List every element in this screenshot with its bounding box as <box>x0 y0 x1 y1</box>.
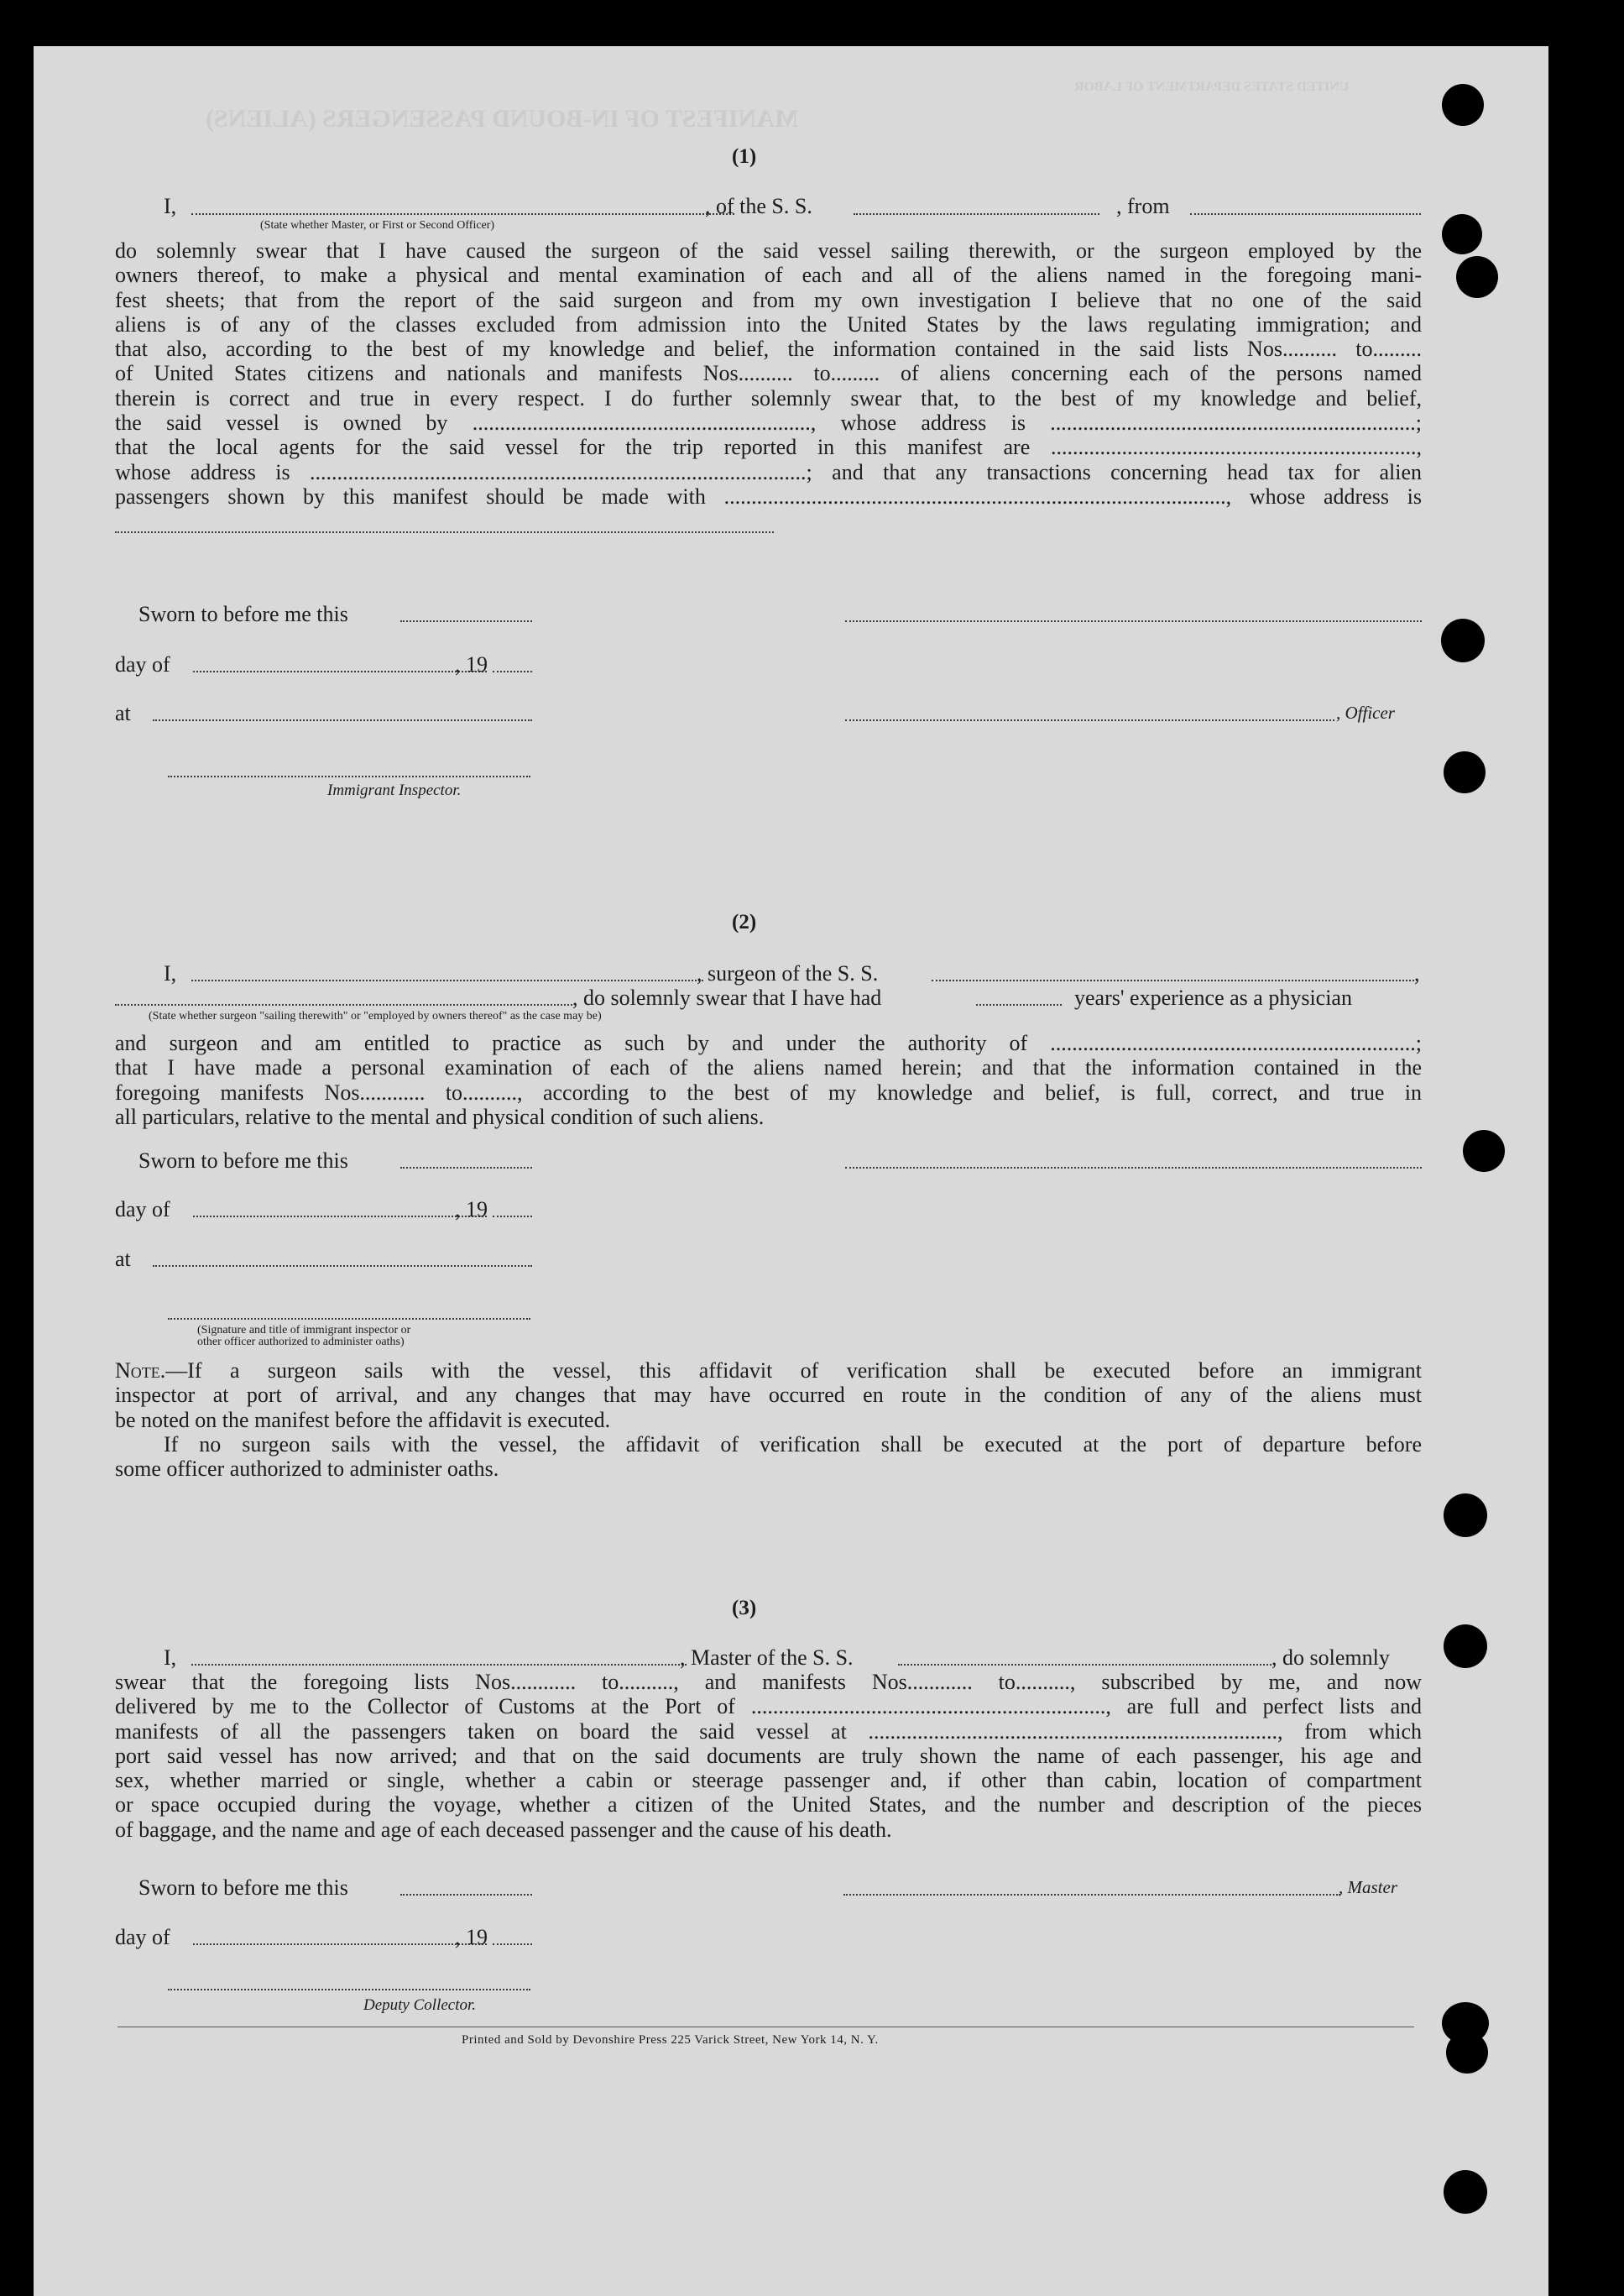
s2-note-line: If no surgeon sails with the vessel, the affidavit of verification shall be executed at the port of departure before <box>164 1431 1422 1457</box>
punch-hole <box>1444 2170 1487 2214</box>
s1-line1-ss: , of the S. S. <box>705 194 812 218</box>
punch-hole <box>1442 84 1484 126</box>
s3-body <box>115 1670 1422 1842</box>
s1-inspector: Immigrant Inspector. <box>327 782 462 799</box>
s1-officer-note: (State whether Master, or First or Second Officer) <box>260 219 495 232</box>
s2-body-line: and surgeon and am entitled to practice as such by and under the authority of ...................................................................; <box>115 1031 1422 1055</box>
s2-status-blank[interactable] <box>115 1004 572 1006</box>
s2-line2-swear: , do solemnly swear that I have had <box>572 986 882 1010</box>
s3-day-blank[interactable] <box>193 1943 487 1945</box>
s1-officer-sig-blank[interactable] <box>845 620 1422 622</box>
s2-body-line: that I have made a personal examination of each of the aliens named herein; and that the information contained in the <box>115 1055 1422 1080</box>
s2-vessel-blank[interactable] <box>932 980 1414 981</box>
s2-note-block <box>115 1358 1422 1481</box>
s1-inspector-sig-blank[interactable] <box>168 776 530 777</box>
s1-body-line: of United States citizens and nationals and manifests Nos.......... to......... of aliens concerning each of the persons named <box>115 361 1422 386</box>
s1-address-blank[interactable] <box>115 531 774 533</box>
s3-sworn-blank[interactable] <box>400 1894 532 1896</box>
s1-body-line: owners thereof, to make a physical and mental examination of each and all of the aliens named in the foregoing mani- <box>115 263 1422 288</box>
s1-sworn: Sworn to before me this <box>138 602 348 626</box>
s3-year: , 19 <box>455 1925 488 1949</box>
note-label: Note. <box>115 1358 166 1383</box>
s3-day: day of <box>115 1925 170 1949</box>
s1-body-line: whose address is ...........................................................................................; and that any transactions concerning head tax for alien <box>115 459 1422 484</box>
punch-hole <box>1444 1624 1487 1668</box>
s2-year: , 19 <box>455 1197 488 1221</box>
s2-day-blank[interactable] <box>193 1216 487 1217</box>
s3-body-line: port said vessel has now arrived; and that on the said documents are truly shown the name of each passenger, his age and <box>115 1743 1422 1768</box>
s1-body <box>115 238 1422 509</box>
s1-day: day of <box>115 652 170 677</box>
bleed-through-header: UNITED STATES DEPARTMENT OF LABOR <box>1074 80 1350 94</box>
punch-hole <box>1444 751 1486 793</box>
s2-sworn: Sworn to before me this <box>138 1148 348 1173</box>
s3-master: , Master <box>1339 1877 1397 1897</box>
s3-master-blank[interactable] <box>843 1894 1340 1896</box>
s2-sig-blank[interactable] <box>845 1167 1422 1169</box>
s2-at-blank[interactable] <box>153 1265 532 1267</box>
s2-note-line <box>115 1358 1422 1383</box>
s1-at: at <box>115 701 131 725</box>
s2-line1-surgeon: , surgeon of the S. S. <box>697 961 879 986</box>
s3-collector-sig-blank[interactable] <box>168 1989 530 1990</box>
s2-at: at <box>115 1247 131 1271</box>
s1-body-line: passengers shown by this manifest should be made with ............................................................................................, whose address is <box>115 484 1422 509</box>
section-2-number: (2) <box>732 911 757 934</box>
s1-day-blank[interactable] <box>193 671 487 672</box>
s2-note-line: be noted on the manifest before the affidavit is executed. <box>115 1407 611 1432</box>
s1-name-blank[interactable] <box>191 213 734 215</box>
s3-line1-master: , Master of the S. S. <box>680 1645 854 1670</box>
s3-name-blank[interactable] <box>191 1664 687 1666</box>
s2-surgeon-note: (State whether surgeon "sailing therewith" or "employed by owners thereof" as the case may be) <box>149 1010 602 1022</box>
s2-note-line: some officer authorized to administer oaths. <box>115 1457 499 1482</box>
punch-hole <box>1446 2032 1488 2074</box>
s1-officer-blank[interactable] <box>845 719 1334 721</box>
s3-body-line: or space occupied during the voyage, whether a citizen of the United States, and the number and description of the pieces <box>115 1792 1422 1817</box>
s2-line1-i: I, <box>164 961 177 986</box>
s3-line1-solemnly: , do solemnly <box>1272 1645 1390 1670</box>
s1-officer: , Officer <box>1336 703 1395 723</box>
s3-body-line: swear that the foregoing lists Nos............ to.........., and manifests Nos............ to.........., subscribed by me, and now <box>115 1670 1422 1694</box>
s2-line1-comma: , <box>1414 961 1420 986</box>
s1-body-line: fest sheets; that from the report of the said surgeon and from my own investigation I believe that no one of the said <box>115 287 1422 312</box>
s1-vessel-blank[interactable] <box>854 213 1099 215</box>
s1-body-line: do solemnly swear that I have caused the surgeon of the said vessel sailing therewith, or the surgeon employed by the <box>115 238 1422 263</box>
s2-years-blank[interactable] <box>976 1004 1062 1006</box>
s2-body <box>115 1031 1422 1129</box>
s3-body-line: delivered by me to the Collector of Customs at the Port of ................................................................., are full and perfect lists and <box>115 1694 1422 1719</box>
s3-body-line: of baggage, and the name and age of each deceased passenger and the cause of his death. <box>115 1817 892 1842</box>
s3-sworn: Sworn to before me this <box>138 1875 348 1900</box>
punch-hole <box>1441 619 1485 662</box>
s2-sig-note-2: other officer authorized to administer oaths) <box>197 1336 405 1348</box>
s1-line1-i: I, <box>164 194 177 218</box>
s1-body-line: the said vessel is owned by .............................................................., whose address is ...................................................................; <box>115 411 1422 436</box>
s3-year-blank[interactable] <box>493 1943 532 1945</box>
s2-sworn-blank[interactable] <box>400 1167 532 1169</box>
s1-body-line: that also, according to the best of my knowledge and belief, the information contained in the said lists Nos.......... to......... <box>115 337 1422 362</box>
s2-body-line: all particulars, relative to the mental and physical condition of such aliens. <box>115 1104 765 1129</box>
s1-body-line: that the local agents for the said vessel for the trip reported in this manifest are ..................................................................., <box>115 435 1422 460</box>
s2-line2-years: years' experience as a physician <box>1074 986 1352 1010</box>
s1-year-blank[interactable] <box>493 671 532 672</box>
s1-body-line: aliens is of any of the classes excluded from admission into the United States by the laws regulating immigration; and <box>115 311 1422 337</box>
s1-sworn-blank[interactable] <box>400 620 532 622</box>
s3-body-line: sex, whether married or single, whether a cabin or steerage passenger and, if other than cabin, location of compartment <box>115 1768 1422 1793</box>
s3-body-line: manifests of all the passengers taken on board the said vessel at ..........................................................................., from which <box>115 1718 1422 1744</box>
s2-name-blank[interactable] <box>191 980 703 981</box>
punch-hole <box>1456 256 1498 298</box>
s3-vessel-blank[interactable] <box>898 1664 1272 1666</box>
s1-at-blank[interactable] <box>153 719 532 721</box>
punch-hole <box>1442 214 1482 254</box>
bleed-through-title: MANIFEST OF IN-BOUND PASSENGERS (ALIENS) <box>206 105 799 133</box>
s2-day: day of <box>115 1197 170 1221</box>
s1-line1-from: , from <box>1116 194 1170 218</box>
printer-imprint: Printed and Sold by Devonshire Press 225 Varick Street, New York 14, N. Y. <box>462 2033 879 2047</box>
s1-from-blank[interactable] <box>1190 213 1421 215</box>
section-3-number: (3) <box>732 1597 757 1619</box>
s2-inspector-sig-blank[interactable] <box>168 1318 530 1320</box>
punch-hole <box>1463 1130 1505 1172</box>
note-text: —If a surgeon sails with the vessel, this affidavit of verification shall be executed before an immigrant <box>165 1358 1422 1383</box>
s3-collector: Deputy Collector. <box>363 1996 477 2014</box>
s1-year: , 19 <box>455 652 488 677</box>
s1-body-line: therein is correct and true in every respect. I do further solemnly swear that, to the best of my knowledge and belief, <box>115 385 1422 411</box>
section-1-number: (1) <box>732 145 757 168</box>
punch-hole <box>1444 1493 1487 1537</box>
s2-sig-note-1: (Signature and title of immigrant inspector or <box>197 1324 411 1336</box>
s2-note-line: inspector at port of arrival, and any changes that may have occurred en route in the condition of any of the aliens must <box>115 1383 1422 1408</box>
s2-body-line: foregoing manifests Nos............ to.........., according to the best of my knowledge and belief, is full, correct, and true in <box>115 1080 1422 1105</box>
s2-year-blank[interactable] <box>493 1216 532 1217</box>
form-sheet <box>34 46 1548 2296</box>
s3-line1-i: I, <box>164 1645 177 1670</box>
